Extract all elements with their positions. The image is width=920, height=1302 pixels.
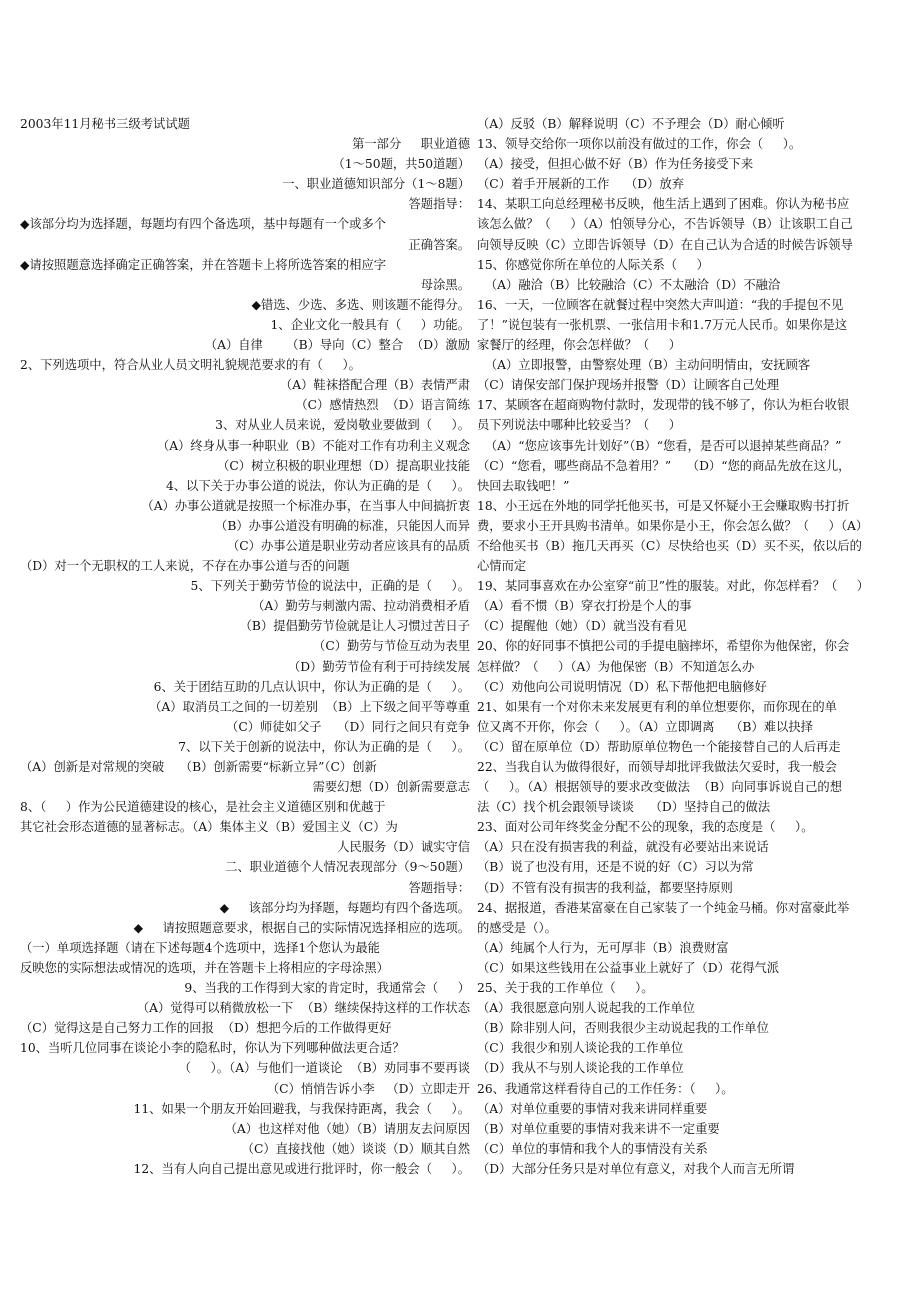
text-line: （A）勤劳与刺激内需、拉动消费相矛盾: [252, 599, 470, 614]
text-line: （A）办事公道就是按照一个标准办事，在当事人中间搞折衷: [141, 498, 470, 513]
text-line: （A）立即报警，由警察处理（B）主动问明情由，安抚顾客: [477, 358, 811, 373]
text-line: （A）取消员工之间的一切差别 （B）上下级之间平等尊重: [149, 699, 470, 714]
text-line: （A）接受，但担心做不好（B）作为任务接受下来: [477, 157, 754, 172]
text-line: ◆该部分均为选择题，每题均有四个备选项，基中每题有一个或多个: [20, 217, 387, 232]
text-line: 法（C）找个机会跟领导谈谈 （D）坚持自己的做法: [477, 800, 771, 815]
text-line: 了！”说包装有一张机票、一张信用卡和1.7万元人民币。如果你是这: [477, 317, 848, 332]
text-line: 需要幻想（D）创新需要意志: [312, 780, 470, 795]
text-line: （C）“您看，哪些商品不急着用？” （D）“您的商品先放在这儿，: [477, 458, 851, 473]
text-line: 26、我通常这样看待自己的工作任务：（ ）。: [477, 1081, 734, 1096]
text-line: 8、（ ）作为公民道德建设的核心，是社会主义道德区别和优越于: [20, 800, 386, 815]
text-line: 该怎么做？（ ）（A）怕领导分心，不告诉领导（B）让该职工自己: [477, 217, 853, 232]
text-line: （C）树立积极的职业理想（D）提高职业技能: [217, 458, 470, 473]
text-line: （C）办事公道是职业劳动者应该具有的品质: [226, 538, 470, 553]
text-line: （C）劝他向公司说明情况（D）私下帮他把电脑修好: [477, 679, 767, 694]
text-line: 20、你的好同事不慎把公司的手提电脑摔坏，希望你为他保密，你会: [477, 639, 850, 654]
text-line: 14、某职工向总经理秘书反映，他生活上遇到了困难。你认为秘书应: [477, 197, 850, 212]
text-line: （C）师徒如父子 （D）同行之间只有竞争: [226, 719, 470, 734]
text-line: 6、关于团结互助的几点认识中，你认为正确的是（ ）。: [153, 679, 470, 694]
text-line: 家餐厅的经理，你会怎样做？（ ）: [477, 338, 681, 353]
text-line: 快回去取钱吧！”: [477, 478, 570, 493]
text-line: 位又离不开你，你会（ ）。（A）立即调离 （B）难以抉择: [477, 719, 813, 734]
text-line: 16、一天，一位顾客在就餐过程中突然大声叫道：“我的手提包不见: [477, 297, 844, 312]
text-line: 正确答案。: [408, 237, 470, 252]
text-line: （D）勤劳节俭有利于可持续发展: [287, 659, 470, 674]
text-line: 员下列说法中哪种比较妥当？（ ）: [477, 418, 681, 433]
text-line: ◆ 该部分均为择题，每题均有四个备选项。: [219, 900, 470, 915]
text-line: （B）除非别人问，否则我很少主动说起我的工作单位: [477, 1021, 769, 1036]
left-column: [20, 114, 470, 1179]
right-column: [477, 114, 900, 1179]
text-line: （A）融洽（B）比较融洽（C）不太融洽（D）不融洽: [477, 277, 781, 292]
text-line: 15、你感觉你所在单位的人际关系（ ）: [477, 257, 709, 272]
text-line: （C）觉得这是自己努力工作的回报 （D）想把今后的工作做得更好: [20, 1021, 392, 1036]
text-line: （C）着手开展新的工作 （D）放弃: [477, 177, 685, 192]
text-line: （D）我从不与别人谈论我的工作单位: [477, 1061, 684, 1076]
text-line: 费，要求小王开具购书清单。如果你是小王，你会怎么做？（ ）（A）: [477, 518, 869, 533]
text-line: 母涂黑。: [420, 277, 470, 292]
text-line: （C）单位的事情和我个人的事情没有关系: [477, 1141, 708, 1156]
text-line: 向领导反映（C）立即告诉领导（D）在自己认为合适的时候告诉领导: [477, 237, 853, 252]
text-line: （A）创新是对常规的突破 （B）创新需要“标新立异”（C）创新: [20, 760, 377, 774]
text-line: （B）办事公道没有明确的标准，只能因人而异: [215, 518, 470, 533]
text-line: （B）说了也没有用，还是不说的好（C）习以为常: [477, 860, 754, 875]
text-line: 24、据报道，香港某富豪在自己家装了一个纯金马桶。你对富豪此举: [477, 900, 850, 915]
text-line: ◆错选、少选、多选、则该题不能得分。: [251, 297, 470, 312]
text-line: （C）直接找他（她）谈谈（D）顺其自然: [241, 1141, 470, 1156]
text-line: （B）提倡勤劳节俭就是让人习惯过苦日子: [239, 619, 470, 634]
text-line: （C）留在原单位（D）帮助原单位物色一个能接替自己的人后再走: [477, 739, 841, 754]
text-line: 11、如果一个朋友开始回避我，与我保持距离，我会（ ）。: [133, 1101, 470, 1116]
text-line: 7、以下关于创新的说法中，你认为正确的是（ ）。: [178, 739, 470, 754]
text-line: 1、企业文化一般具有（ ）功能。: [270, 317, 470, 332]
text-line: 17、某顾客在超商购物付款时，发现带的钱不够了，你认为柜台收银: [477, 398, 850, 413]
text-line: （A）终身从事一种职业（B）不能对工作有功利主义观念: [156, 438, 470, 453]
text-line: 22、当我自认为做得很好，而领导却批评我做法欠妥时，我一般会: [477, 760, 837, 774]
text-line: （C）提醒他（她）（D）就当没有看见: [477, 619, 687, 634]
text-line: （1～50题，共50道题）: [332, 157, 470, 172]
text-line: 二、职业道德个人情况表现部分（9～50题）: [225, 860, 470, 875]
text-line: （A）反驳（B）解释说明（C）不予理会（D）耐心倾听: [477, 117, 785, 131]
text-line: （A）自律 （B）导向（C）整合 （D）激励: [204, 338, 470, 353]
text-line: 5、下列关于勤劳节俭的说法中，正确的是（ ）。: [190, 579, 470, 594]
text-line: 13、领导交给你一项你以前没有做过的工作，你会（ ）。: [477, 137, 802, 152]
text-line: 怎样做？（ ）（A）为他保密（B）不知道怎么办: [477, 659, 755, 674]
text-line: （D）不管有没有损害的我利益，都要坚持原则: [477, 880, 733, 895]
text-line: （A）看不惯（B）穿衣打扮是个人的事: [477, 599, 692, 614]
text-line: （A）“您应该事先计划好”（B）“您看，是否可以退掉某些商品？”: [477, 438, 842, 453]
text-line: （ ）。（A）与他们一道谈论 （B）劝同事不要再谈: [178, 1061, 470, 1076]
text-line: ◆请按照题意选择确定正确答案，并在答题卡上将所选答案的相应字: [20, 257, 387, 272]
text-line: （A）我很愿意向别人说起我的工作单位: [477, 1001, 695, 1016]
text-line: （C）勤劳与节俭互动为表里: [313, 639, 470, 654]
text-line: （C）感情热烈 （D）语言简练: [295, 398, 470, 413]
text-line: （D）对一个无职权的工人来说，不存在办事公道与否的问题: [20, 559, 350, 574]
text-line: （ ）。（A）根据领导的要求改变做法 （B）向同事诉说自己的想: [477, 780, 842, 795]
text-line: （A）鞋袜搭配合理（B）表情严肃: [279, 378, 470, 393]
text-line: 反映您的实际想法或情况的选项，并在答题卡上将相应的字母涂黑）: [20, 960, 389, 975]
text-line: （A）纯属个人行为，无可厚非（B）浪费财富: [477, 940, 729, 955]
text-line: （C）悄悄告诉小李 （D）立即走开: [266, 1081, 470, 1096]
text-line: ◆ 请按照题意要求，根据自己的实际情况选择相应的选项。: [133, 920, 470, 935]
text-line: 12、当有人向自己提出意见或进行批评时，你一般会（ ）。: [133, 1161, 470, 1176]
text-line: （D）大部分任务只是对单位有意义，对我个人而言无所谓: [477, 1161, 795, 1176]
text-line: 19、某同事喜欢在办公室穿“前卫”性的服装。对此，你怎样看？（ ）: [477, 579, 870, 594]
text-line: （C）我很少和别人谈论我的工作单位: [477, 1041, 684, 1056]
text-line: （C）请保安部门保护现场并报警（D）让顾客自己处理: [477, 378, 780, 393]
text-line: 18、小王远在外地的同学托他买书，可是又怀疑小王会赚取购书打折: [477, 498, 850, 513]
text-line: 3、对从业人员来说，爱岗敬业要做到（ ）。: [215, 418, 470, 433]
text-line: （C）如果这些钱用在公益事业上就好了（D）花得气派: [477, 960, 780, 975]
text-line: 不给他买书（B）拖几天再买（C）尽快给也买（D）买不买，依以后的: [477, 538, 862, 553]
text-line: （A）只在没有损害我的利益，就没有必要站出来说话: [477, 840, 769, 855]
text-line: 答题指导：: [408, 880, 470, 895]
text-line: （B）对单位重要的事情对我来讲不一定重要: [477, 1121, 720, 1136]
text-line: 23、面对公司年终奖金分配不公的现象，我的态度是（ ）。: [477, 820, 814, 835]
text-line: 心情而定: [477, 559, 527, 574]
text-line: 10、当听几位同事在谈论小李的隐私时，你认为下列哪种做法更合适？: [20, 1041, 405, 1056]
text-line: 的感受是（）。: [477, 920, 557, 935]
text-line: 一、职业道德知识部分（1～8题）: [282, 177, 470, 192]
text-line: 9、当我的工作得到大家的肯定时，我通常会（ ）: [184, 981, 470, 996]
text-line: 答题指导：: [408, 197, 470, 212]
text-line: （A）觉得可以稍微放松一下 （B）继续保持这样的工作状态: [136, 1001, 470, 1016]
text-line: （A）也这样对他（她）（B）请朋友去问原因: [224, 1121, 470, 1136]
text-line: 4、以下关于办事公道的说法，你认为正确的是（ ）。: [165, 478, 470, 493]
text-line: 21、如果有一个对你未来发展更有利的单位想要你，而你现在的单: [477, 699, 837, 714]
text-line: （一）单项选择题（请在下述每题4个选项中，选择1个您认为最能: [20, 940, 380, 955]
text-line: 人民服务（D）诚实守信: [337, 840, 470, 855]
text-line: 其它社会形态道德的显著标志。（A）集体主义（B）爱国主义（C）为: [20, 820, 398, 835]
text-line: 2、下列选项中，符合从业人员文明礼貌规范要求的有（ ）。: [20, 358, 361, 373]
text-line: （A）对单位重要的事情对我来讲同样重要: [477, 1101, 708, 1116]
text-line: 25、关于我的工作单位（ ）。: [477, 981, 654, 996]
text-line: 第一部分 职业道德: [352, 137, 470, 152]
text-line: 2003年11月秘书三级考试试题: [20, 117, 190, 131]
